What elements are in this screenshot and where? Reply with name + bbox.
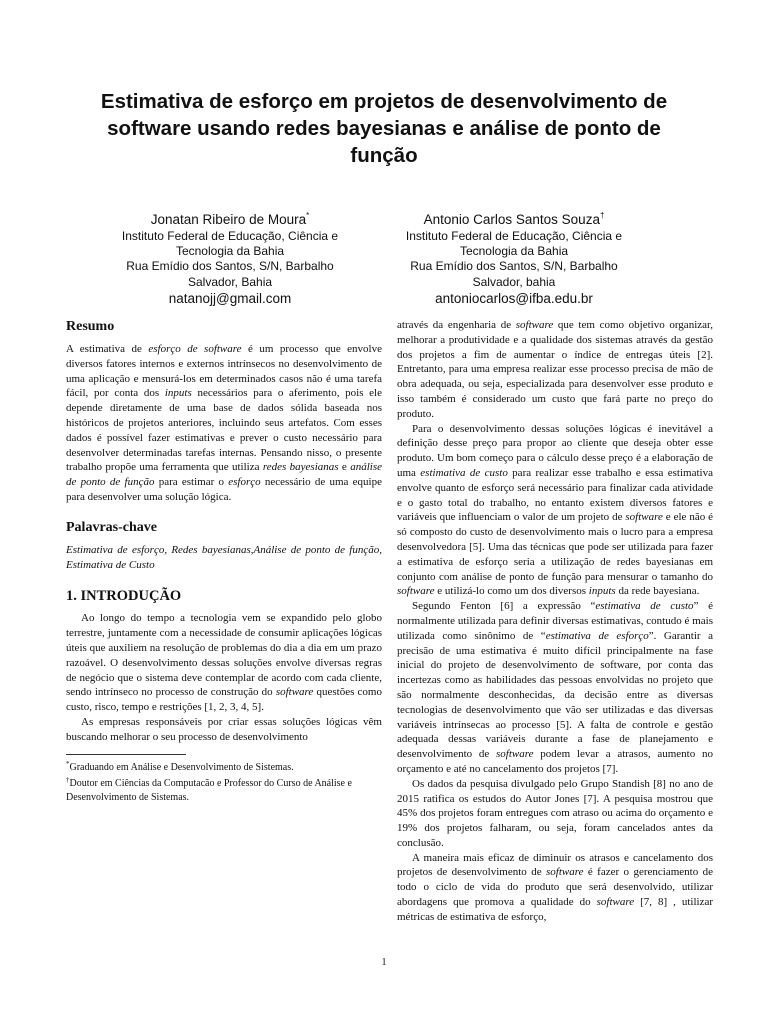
author-affiliation: Instituto Federal de Educação, Ciência e xyxy=(405,229,623,243)
author-affiliation: Tecnologia da Bahia xyxy=(459,244,569,259)
author-city: Salvador, bahia xyxy=(472,274,556,289)
footnote: †Doutor em Ciências da Computacão e Professor do Curso de Análise e Desenvolvimento de Sistemas. xyxy=(66,776,352,803)
footnote: *Graduando em Análise e Desenvolvimento de Sistemas. xyxy=(66,760,294,773)
title-line: software usando redes bayesianas e análise de ponto de xyxy=(107,117,661,140)
intro-paragraph: As empresas responsáveis por criar essas soluções lógicas vêm buscando melhorar o seu processo de desenvolvimento xyxy=(66,715,382,743)
keywords-heading: Palavras-chave xyxy=(66,519,157,535)
page-number: 1 xyxy=(381,957,387,968)
author-mark: † xyxy=(599,211,605,220)
paper-title xyxy=(40,88,728,169)
author-email: natanojj@gmail.com xyxy=(168,290,292,306)
right-column xyxy=(397,318,713,925)
title-line: Estimativa de esforço em projetos de desenvolvimento de xyxy=(100,90,668,113)
abstract-text: A estimativa de esforço de software é um processo que envolve diversos fatores internos e externos intrínsecos no desenvolvimento de uma aplicação e mensurá-los em determinados casos não é uma tarefa fácil, por conta dos inputs necessários para o aferimento, pois ele depende diretamente de uma base de dados sólida baseada nos históricos de projetos anteriores, incluindo seus artefatos. Com esses dados é possível fazer estimativas e prever o custo necessário para desenvolver determinadas tarefas internas. Pensando nisso, o presente trabalho propõe uma ferramenta que utiliza redes bayesianas e análise de ponto de função para estimar o esforço necessário de uma equipe para desenvolver uma solução lógica. xyxy=(66,343,382,503)
footnote-rule xyxy=(66,754,186,755)
abstract-heading: Resumo xyxy=(66,319,115,334)
author-email: antoniocarlos@ifba.edu.br xyxy=(435,290,593,306)
author-name: Antonio Carlos Santos Souza† xyxy=(423,211,605,227)
keywords-text: Estimativa de esforço, Redes bayesianas,Análise de ponto de função, Estimativa de Custo xyxy=(66,543,382,571)
body-paragraph: Os dados da pesquisa divulgado pelo Grupo Standish [8] no ano de 2015 ratifica os estudos do Autor Jones [7]. A pesquisa mostrou que 45% dos projetos foram entregues com atraso ou acima do orçamento e 19% dos projetos falharam, ou seja, foram cancelados antes da conclusão. xyxy=(397,777,713,849)
body-paragraph: Para o desenvolvimento dessas soluções lógicas é inevitável a definição desse preço para propor ao cliente que deseja obter esse produto. Um bom começo para o cálculo desse preço é a elaboração de uma estimativa de custo para realizar esse trabalho e essa estimativa envolve quanto de esforço será necessário para finalizar cada atividade e o gasto total do trabalho, no entanto existem diversos fatores e variáveis que influenciam o valor de um projeto de software e ele não é só composto do custo de desenvolvimento mais o lucro para a empresa desenvolvedora [5]. Uma das técnicas que pode ser utilizada para fazer a estimativa de esforço seria a utilização de redes bayesianas em conjunto com análise de ponto de função para mensurar o tamanho do software e utilizá-lo como um dos diversos inputs da rede bayesiana. xyxy=(397,422,713,598)
body-paragraph: através da engenharia de software que tem como objetivo organizar, melhorar a produtividade e a qualidade dos sistemas através da gestão dos projetos a fim de aumentar o índice de entregas úteis [2]. Entretanto, para uma empresa realizar esse processo precisa de mão de obra adequada, ou seja, especializada para desenvolver esse produto e isso também é considerado um custo que fará parte no preço do produto. xyxy=(397,319,713,420)
author-affiliation: Tecnologia da Bahia xyxy=(175,244,285,259)
author-block xyxy=(100,207,360,307)
author-block xyxy=(384,207,644,307)
author-address: Rua Emídio dos Santos, S/N, Barbalho xyxy=(410,259,618,274)
author-name: Jonatan Ribeiro de Moura* xyxy=(150,211,310,227)
section-heading-introduction: 1. INTRODUÇÃO xyxy=(66,588,182,605)
author-affiliation: Instituto Federal de Educação, Ciência e xyxy=(121,229,339,243)
title-line: função xyxy=(350,144,418,167)
body-paragraph: A maneira mais eficaz de diminuir os atrasos e cancelamento dos projetos de desenvolvimento de software é fazer o gerenciamento de todo o ciclo de vida do produto que será desenvolvido, utilizar abordagens que promova a qualidade do software [7, 8] , utilizar métricas de estimativa de esforço, xyxy=(397,851,714,923)
footnotes xyxy=(66,754,382,804)
author-city: Salvador, Bahia xyxy=(187,274,273,289)
author-address: Rua Emídio dos Santos, S/N, Barbalho xyxy=(126,259,334,274)
body-paragraph: Segundo Fenton [6] a expressão “estimativa de custo” é normalmente utilizada para definir diversas estimativas, contudo é mais utilizada como sinônimo de “estimativa de esforço”. Garantir a precisão de uma estimativa é muito difícil principalmente na fase inicial do projeto de desenvolvimento de software, por conta das incertezas como as habilidades das pessoas envolvidas no projeto que são normalmente desconhecidas, da decisão entre as diversas tecnologias de desenvolvimento que vão ser utilizadas e das diversas variáveis intrínsecas ao processo [5]. A falta de controle e gestão adequada dessas variáveis durante a fase de planejamento e desenvolvimento de software podem levar a atrasos, aumento no orçamento e até no cancelamento dos projetos [7]. xyxy=(397,600,713,775)
author-mark: * xyxy=(306,211,310,220)
intro-paragraph: Ao longo do tempo a tecnologia vem se expandido pelo globo terrestre, juntamente com a necessidade de consumir aplicações lógicas úteis que auxiliem na resolução de problemas do dia a dia em um prazo razoável. O desenvolvimento dessas soluções envolve diversas regras de negócio que o sistema deve contemplar de acordo com cada cliente, sendo intrínseco no processo de construção do software questões como custo, risco, tempo e restrições [1, 2, 3, 4, 5]. xyxy=(66,612,382,714)
left-column xyxy=(66,318,382,745)
